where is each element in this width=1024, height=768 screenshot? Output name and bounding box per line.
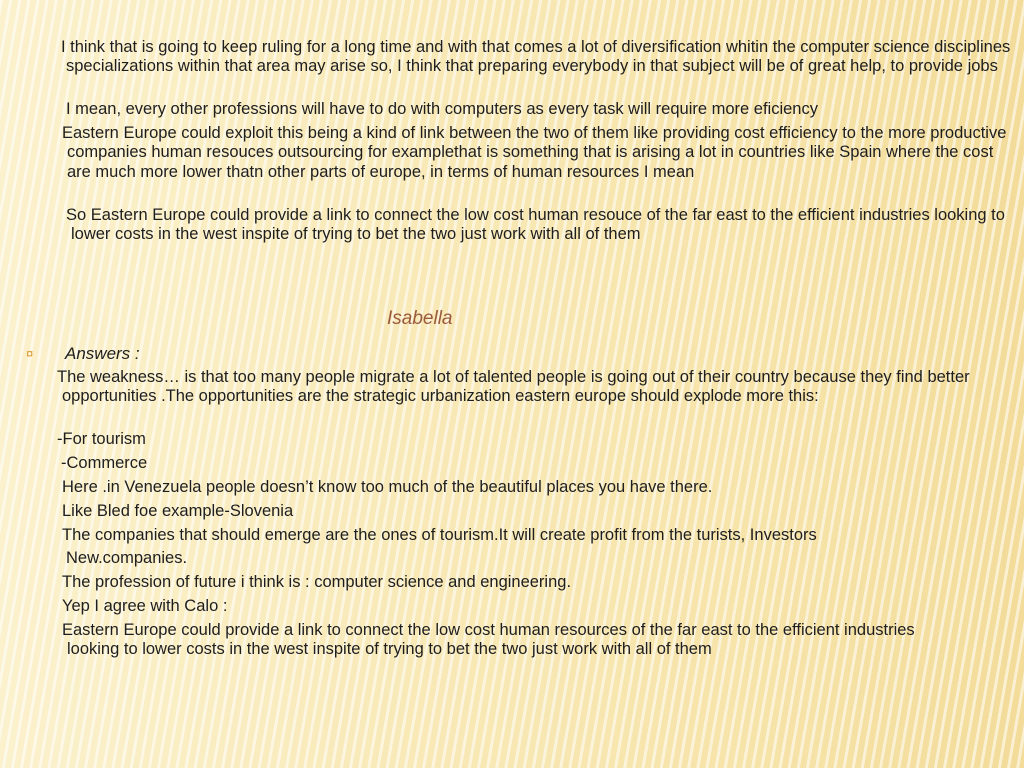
paragraph-computer-science: I think that is going to keep ruling for a long time and with that comes a lot of diversification whitin the computer science disciplines specializations within that area may arise so, I think that preparing everybody in that subject will be of great help, to provide jobs <box>61 38 1011 76</box>
paragraph-professions: I mean, every other professions will have to do with computers as every task will require more eficiency <box>66 100 818 118</box>
paragraph-weakness: The weakness… is that too many people migrate a lot of talented people is going out of their country because they find better opportunities .The opportunities are the strategic urbanization eastern europe should explode more this: <box>57 368 970 406</box>
paragraph-bled: Like Bled foe example-Slovenia <box>62 502 294 520</box>
paragraph-profession-future: The profession of future i think is : computer science and engineering. <box>62 573 572 591</box>
paragraph-new-companies: New.companies. <box>66 549 188 567</box>
answers-heading: Answers : <box>65 344 140 363</box>
paragraph-eastern-europe-resources: Eastern Europe could provide a link to connect the low cost human resources of the far east to the efficient industries looking to lower costs in the west inspite of trying to bet the two just work with all of them <box>62 621 915 659</box>
paragraph-agree-calo: Yep I agree with Calo : <box>62 597 228 615</box>
paragraph-eastern-europe-link: Eastern Europe could exploit this being a kind of link between the two of them like providing cost efficiency to the more productive companies human resouces outsourcing for examplethat is something that is arising a lot in countries like Spain where the cost are much more lower thatn other parts of europe, in terms of human resources I mean <box>62 124 1007 181</box>
list-item-commerce: -Commerce <box>61 454 148 472</box>
paragraph-low-cost-link: So Eastern Europe could provide a link to connect the low cost human resouce of the far east to the efficient industries looking to lower costs in the west inspite of trying to bet the two just work with all of them <box>66 206 1005 244</box>
list-item-tourism: -For tourism <box>57 430 146 448</box>
paragraph-venezuela: Here .in Venezuela people doesn’t know too much of the beautiful places you have there. <box>62 478 713 496</box>
speaker-name: Isabella <box>387 308 453 329</box>
paragraph-companies-tourism: The companies that should emerge are the ones of tourism.It will create profit from the turists, Investors <box>62 526 817 544</box>
x-bullet-icon: ¤ <box>26 346 34 361</box>
